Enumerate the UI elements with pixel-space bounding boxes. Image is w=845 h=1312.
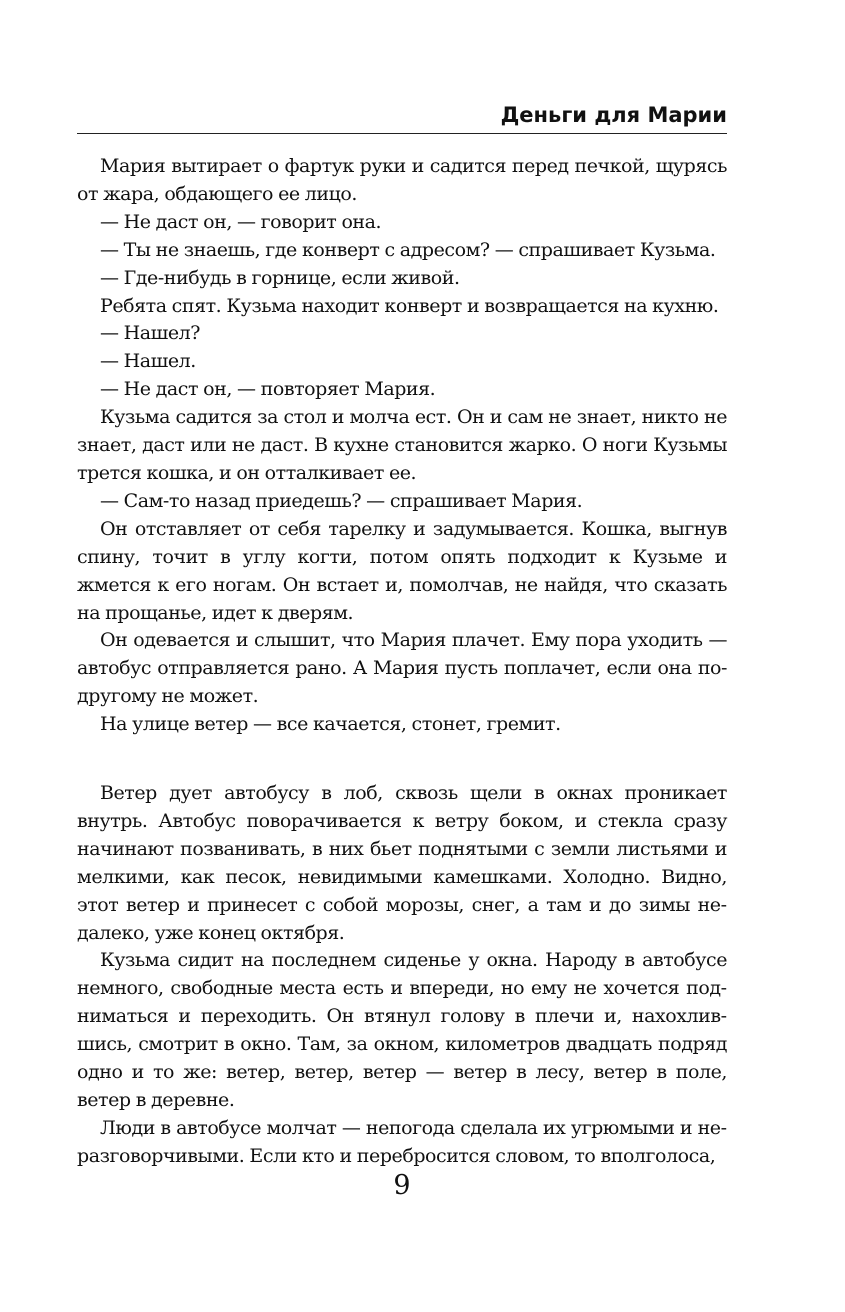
paragraph: — Ты не знаешь, где конверт с адресом? — спрашивает Кузьма. — [100, 238, 716, 261]
paragraph: Ветер дует автобусу в лоб, сквозь щели в окнах проникает внутрь. Автобус поворачивается к ветру боком, и стекла сразу начинают позванивать, в них бьет поднятыми с земли листьями и мелкими, как песок, невидимыми камешками. Холодно. Видно, этот ветер и принесет с собой морозы, снег, а там и до зимы недалеко, уже конец октября. — [77, 782, 727, 944]
paragraph: Мария вытирает о фартук руки и садится перед печкой, щурясь от жара, обдающего ее лицо. — [77, 155, 727, 205]
paragraph: — Где-нибудь в горнице, если живой. — [100, 266, 460, 289]
paragraph: — Не даст он, — повторяет Мария. — [100, 378, 436, 401]
paragraph: Ребята спят. Кузьма находит конверт и возвращается на кухню. — [100, 294, 719, 317]
paragraph: Люди в автобусе молчат — непогода сделала их угрюмыми и неразговорчивыми. Если кто и перебросится словом, то вполголоса, — [77, 1116, 727, 1167]
paragraph: Он одевается и слышит, что Мария плачет. Ему пора уходить — автобус отправляется рано. А Мария пусть поплачет, если она по-другому не может. — [77, 629, 727, 708]
book-page — [77, 0, 727, 1312]
paragraph: — Нашел? — [100, 322, 201, 345]
header-rule — [77, 133, 727, 134]
running-title: Деньги для Марии — [500, 103, 727, 127]
paragraph: Кузьма садится за стол и молча ест. Он и сам не знает, никто не знает, даст или не даст. В кухне становится жарко. О ноги Кузьмы трется кошка, и он отталкивает ее. — [77, 406, 727, 484]
paragraph: — Не даст он, — говорит она. — [100, 210, 382, 233]
paragraph: — Нашел. — [100, 350, 196, 373]
body-text — [77, 153, 727, 1171]
paragraph: — Сам-то назад приедешь? — спрашивает Мария. — [100, 489, 583, 512]
paragraph: Кузьма сидит на последнем сиденье у окна. Народу в автобусе немного, свободные места есть и впереди, но ему не хочется подниматься и переходить. Он втянул голову в плечи и, нахохлившись, смотрит в окно. Там, за окном, километров двадцать подряд одно и то же: ветер, ветер, ветер — ветер в лесу, ветер в поле, ветер в деревне. — [77, 949, 727, 1111]
page-number: 9 — [393, 1170, 411, 1201]
paragraph: Он отставляет от себя тарелку и задумывается. Кошка, выгнув спину, точит в углу когти, потом опять подходит к Кузьме и жмется к его ногам. Он встает и, помолчав, не найдя, что сказать на прощанье, идет к дверям. — [77, 517, 727, 624]
paragraph: На улице ветер — все качается, стонет, гремит. — [100, 713, 561, 736]
